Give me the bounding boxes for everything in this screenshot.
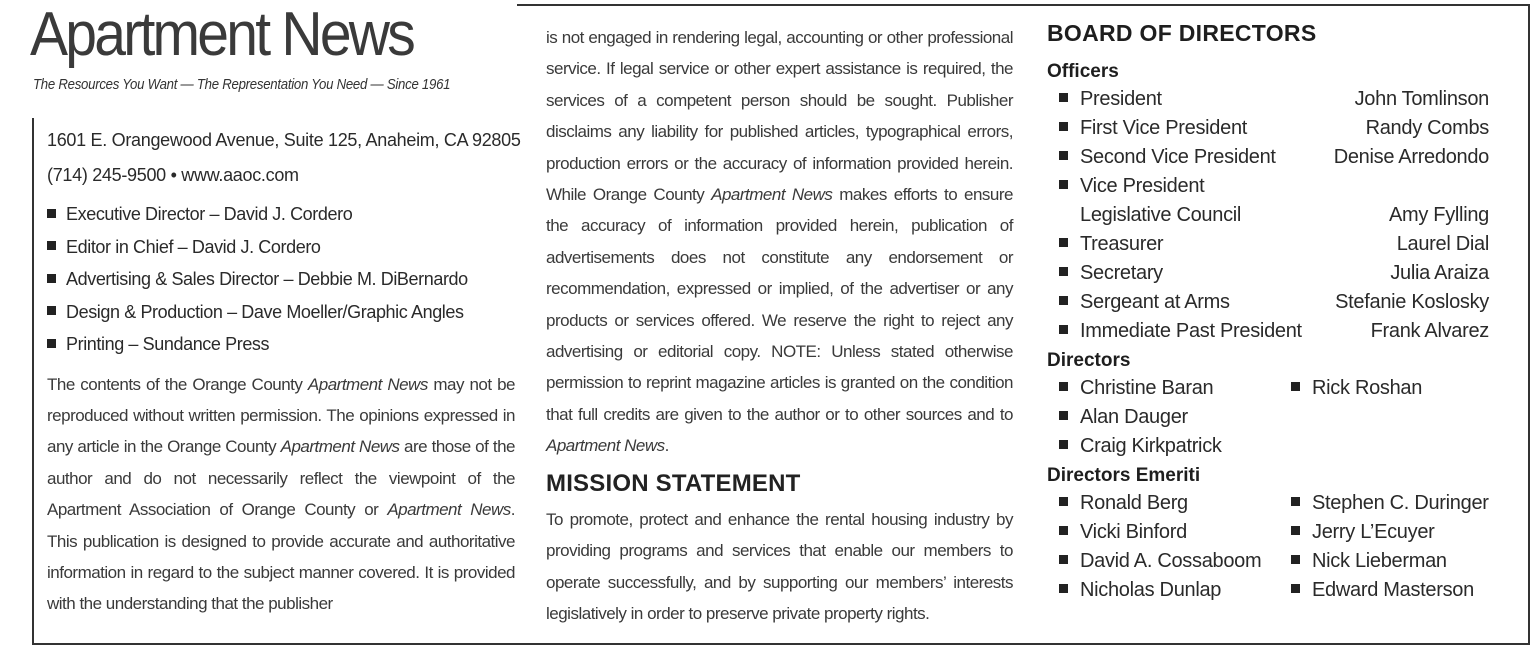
emeritus-item: Ronald Berg xyxy=(1059,489,1291,518)
officer-row: First Vice President Randy Combs xyxy=(1047,114,1489,143)
mission-text: To promote, protect and enhance the rental housing industry by providing programs and services that enable our members to operate successfully, and by supporting our members’ interests legislatively in order to preserve private property rights. xyxy=(546,509,1013,623)
emeriti-heading: Directors Emeriti xyxy=(1047,465,1201,486)
square-bullet-icon xyxy=(1291,382,1300,391)
director-item: Alan Dauger xyxy=(1059,403,1291,432)
staff-list xyxy=(47,198,515,361)
square-bullet-icon xyxy=(1291,526,1300,535)
directors-list xyxy=(1047,374,1489,461)
emeritus-item: David A. Cossaboom xyxy=(1059,547,1291,576)
officer-row: Legislative Council Amy Fylling xyxy=(1080,204,1489,226)
square-bullet-icon xyxy=(1059,151,1068,160)
emeritus-item: Stephen C. Duringer xyxy=(1291,489,1501,518)
tagline: The Resources You Want — The Representation You Need — Since 1961 xyxy=(33,76,451,93)
square-bullet-icon xyxy=(1059,526,1068,535)
square-bullet-icon xyxy=(1059,180,1068,189)
square-bullet-icon xyxy=(47,209,56,218)
officer-row: Second Vice President Denise Arredondo xyxy=(1047,143,1489,172)
square-bullet-icon xyxy=(47,306,56,315)
directors-heading: Directors xyxy=(1047,350,1131,371)
square-bullet-icon xyxy=(47,274,56,283)
frame-bottom-rule xyxy=(32,643,1530,645)
square-bullet-icon xyxy=(47,339,56,348)
emeritus-item: Edward Masterson xyxy=(1291,576,1501,605)
frame-right-rule xyxy=(1528,4,1530,644)
publication-logo: Apartment News xyxy=(30,0,413,69)
contact-column xyxy=(47,124,521,620)
square-bullet-icon xyxy=(1059,93,1068,102)
frame-left-rule xyxy=(32,118,34,645)
staff-item: Executive Director – David J. Cordero xyxy=(47,198,515,231)
director-item: Craig Kirkpatrick xyxy=(1059,432,1291,461)
square-bullet-icon xyxy=(1291,584,1300,593)
disclaimer-column xyxy=(546,22,1013,629)
square-bullet-icon xyxy=(1059,411,1068,420)
disclaimer-paragraph-1: The contents of the Orange County Apartment News may not be reproduced without written permission. The opinions expressed in any article in the Orange County Apartment News are those of the author and do not necessarily reflect the viewpoint of the Apartment Association of Orange County or Apartment News. This publication is designed to provide accurate and authoritative information in regard to the subject manner covered. It is provided with the understanding that the publisher xyxy=(47,374,515,614)
officer-row: Secretary Julia Araiza xyxy=(1047,259,1489,288)
square-bullet-icon xyxy=(1291,497,1300,506)
board-heading: BOARD OF DIRECTORS xyxy=(1047,20,1317,46)
phone-website: (714) 245-9500 • www.aaoc.com xyxy=(47,165,299,185)
square-bullet-icon xyxy=(1059,555,1068,564)
officers-heading: Officers xyxy=(1047,61,1119,82)
officer-row: Treasurer Laurel Dial xyxy=(1047,230,1489,259)
staff-item: Editor in Chief – David J. Cordero xyxy=(47,231,515,264)
staff-item: Advertising & Sales Director – Debbie M. DiBernardo xyxy=(47,263,515,296)
director-item: Rick Roshan xyxy=(1291,374,1501,403)
address: 1601 E. Orangewood Avenue, Suite 125, Anaheim, CA 92805 xyxy=(47,130,521,150)
square-bullet-icon xyxy=(1059,296,1068,305)
square-bullet-icon xyxy=(1059,584,1068,593)
officer-row: Vice President xyxy=(1047,172,1489,201)
board-column xyxy=(1047,20,1489,605)
square-bullet-icon xyxy=(1059,238,1068,247)
square-bullet-icon xyxy=(1059,497,1068,506)
square-bullet-icon xyxy=(1059,382,1068,391)
staff-item: Design & Production – Dave Moeller/Graphic Angles xyxy=(47,296,515,329)
mission-heading: MISSION STATEMENT xyxy=(546,469,801,497)
square-bullet-icon xyxy=(1059,325,1068,334)
officer-row: President John Tomlinson xyxy=(1047,85,1489,114)
square-bullet-icon xyxy=(1291,555,1300,564)
staff-item: Printing – Sundance Press xyxy=(47,328,515,361)
emeriti-list xyxy=(1047,489,1489,605)
emeritus-item: Nicholas Dunlap xyxy=(1059,576,1291,605)
emeritus-item: Vicki Binford xyxy=(1059,518,1291,547)
frame-top-rule xyxy=(517,4,1529,6)
square-bullet-icon xyxy=(1059,267,1068,276)
officer-row: Sergeant at Arms Stefanie Koslosky xyxy=(1047,288,1489,317)
officer-row: Immediate Past President Frank Alvarez xyxy=(1047,317,1489,346)
square-bullet-icon xyxy=(1059,122,1068,131)
masthead xyxy=(30,0,516,110)
emeritus-item: Jerry L’Ecuyer xyxy=(1291,518,1501,547)
director-item: Christine Baran xyxy=(1059,374,1291,403)
square-bullet-icon xyxy=(47,241,56,250)
emeritus-item: Nick Lieberman xyxy=(1291,547,1501,576)
square-bullet-icon xyxy=(1059,440,1068,449)
disclaimer-paragraph-2: is not engaged in rendering legal, accounting or other professional service. If legal service or other expert assistance is required, the services of a competent person should be sought. Publisher disclaims any liability for published articles, typographical errors, production errors or the accuracy of information provided herein. While Orange County Apartment News makes efforts to ensure the accuracy of information provided herein, publication of advertisements does not constitute any endorsement or recommendation, expressed or implied, of the advertiser or any products or services offered. We reserve the right to reject any advertising or editorial copy. NOTE: Unless stated otherwise permission to reprint magazine articles is granted on the condition that full credits are given to the author or to other sources and to Apartment News. xyxy=(546,28,1013,456)
